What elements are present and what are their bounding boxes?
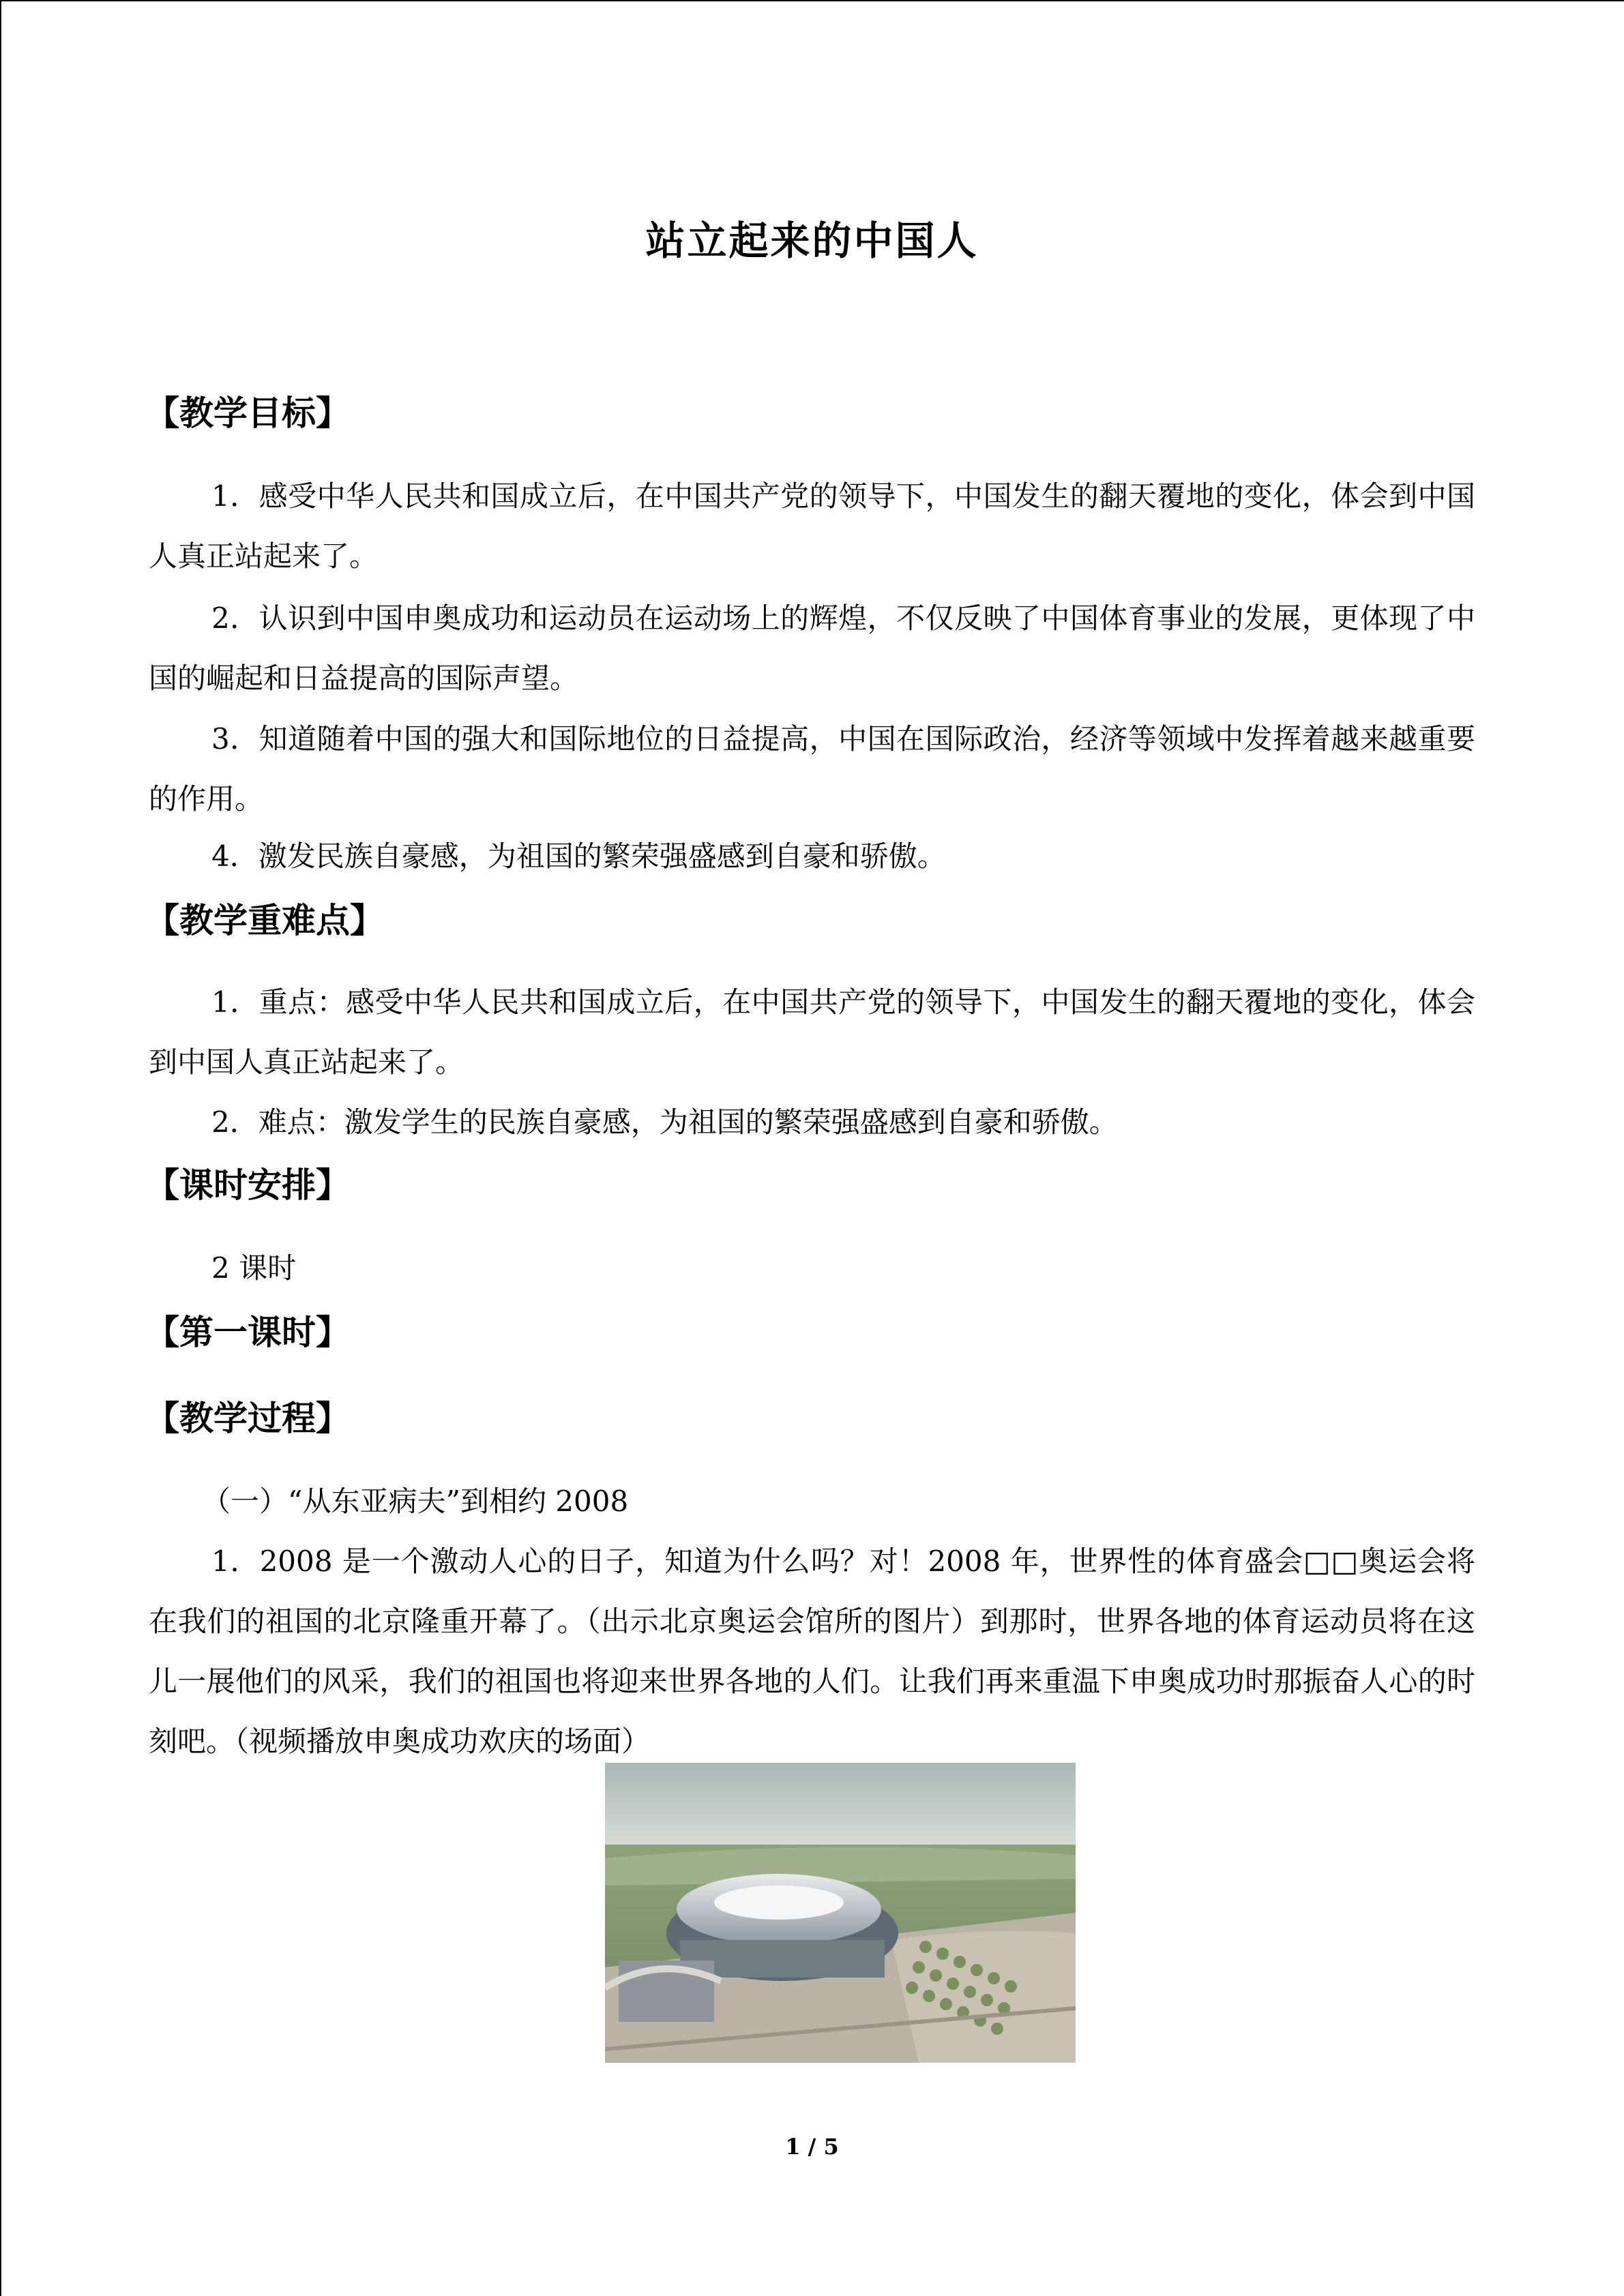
schedule-text: 2 课时 (211, 1251, 297, 1285)
schedule-heading: 【课时安排】 (145, 1165, 350, 1205)
objective-item-3: 3．知道随着中国的强大和国际地位的日益提高，中国在国际政治，经济等领域中发挥着越来越重要的作用。 (149, 722, 1475, 816)
lesson-heading: 【第一课时】 (145, 1313, 350, 1352)
objective-item-4: 4．激发民族自豪感，为祖国的繁荣强盛感到自豪和骄傲。 (211, 839, 946, 873)
process-heading: 【教学过程】 (145, 1399, 350, 1438)
key-points-heading: 【教学重难点】 (145, 901, 384, 940)
key-point-item-2: 2．难点：激发学生的民族自豪感，为祖国的繁荣强盛感到自豪和骄傲。 (211, 1105, 1118, 1139)
key-point-item-1: 1．重点：感受中华人民共和国成立后，在中国共产党的领导下，中国发生的翻天覆地的变化，体会到中国人真正站起来了。 (149, 985, 1475, 1079)
olympic-venue-image (605, 1763, 1076, 2063)
stadium-illustration (605, 1763, 1076, 2063)
objective-item-1: 1．感受中华人民共和国成立后，在中国共产党的领导下，中国发生的翻天覆地的变化，体会到中国人真正站起来了。 (149, 479, 1475, 573)
process-subheading: （一）“从东亚病夫”到相约 2008 (202, 1485, 629, 1518)
objective-item-2: 2．认识到中国申奥成功和运动员在运动场上的辉煌，不仅反映了中国体育事业的发展，更体现了中国的崛起和日益提高的国际声望。 (149, 601, 1475, 695)
process-paragraph: 1．2008 是一个激动人心的日子，知道为什么吗？对！2008 年，世界性的体育盛会□□奥运会将在我们的祖国的北京隆重开幕了。（出示北京奥运会馆所的图片）到那时，世界各地的体育运动员将在这儿一展他们的风采，我们的祖国也将迎来世界各地的人们。让我们再来重温下申奥成功时那振奋人心的时刻吧。（视频播放申奥成功欢庆的场面） (149, 1545, 1475, 1758)
objectives-heading: 【教学目标】 (145, 393, 350, 433)
page-number: 1 / 5 (785, 2134, 839, 2160)
page-title: 站立起来的中国人 (645, 218, 979, 264)
